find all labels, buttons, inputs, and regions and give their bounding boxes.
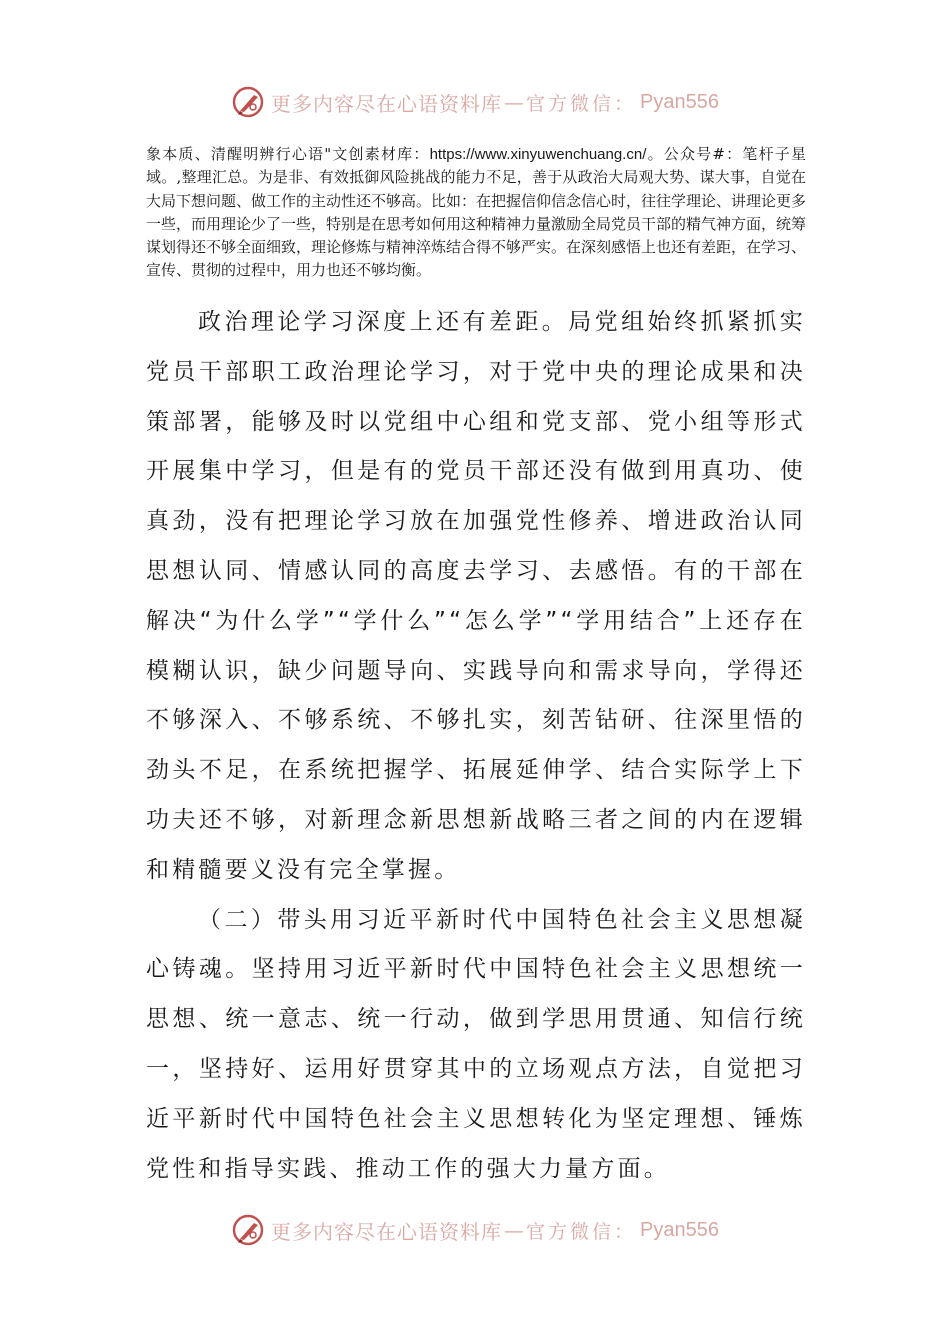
footer-watermark-banner	[0, 1210, 950, 1250]
banner-wechat-id: Pyan556	[640, 90, 719, 113]
intro-text-part1: 象本质、清醒明辨行心语"文创素材库：	[146, 145, 430, 163]
banner-separator: —	[504, 90, 524, 114]
banner-label: 官方微信：	[526, 1220, 637, 1243]
banner-text: 更多内容尽在心语资料库	[271, 1219, 502, 1244]
banner-separator: —	[504, 1218, 524, 1242]
document-body	[146, 298, 806, 1194]
banner-text: 更多内容尽在心语资料库	[271, 91, 502, 116]
header-watermark-banner	[0, 82, 950, 122]
intro-text-part2: 。公众号#：笔杆子星域。,整理汇总。为是非、有效抵御风险挑战的能力不足，善于从政治大局观大势、谋大事，自觉在大局下想问题、做工作的主动性还不够高。比如：在把握信仰信念信心时，往往学理论、讲理论更多一些，而用理论少了一些，特别是在思考如何用这种精神力量激励全局党员干部的精气神方面，统筹谋划得还不够全面细致，理论修炼与精神淬炼结合得不够严实。在深刻感悟上也还有差距，在学习、宣传、贯彻的过程中，用力也还不够均衡。	[146, 145, 807, 280]
quill-seal-logo-icon	[231, 1213, 265, 1247]
quill-seal-logo-icon	[231, 85, 265, 119]
banner-wechat-id: Pyan556	[640, 1218, 719, 1241]
source-url-link[interactable]: https://www.xinyuwenchuang.cn/	[429, 146, 647, 163]
intro-paragraph	[146, 143, 806, 283]
body-paragraph-2: （二）带头用习近平新时代中国特色社会主义思想凝心铸魂。坚持用习近平新时代中国特色社会主义思想统一思想、统一意志、统一行动，做到学思用贯通、知信行统一，坚持好、运用好贯穿其中的立场观点方法，自觉把习近平新时代中国特色社会主义思想转化为坚定理想、锤炼党性和指导实践、推动工作的强大力量方面。	[146, 906, 806, 1182]
body-paragraph-1: 政治理论学习深度上还有差距。局党组始终抓紧抓实党员干部职工政治理论学习，对于党中央的理论成果和决策部署，能够及时以党组中心组和党支部、党小组等形式开展集中学习，但是有的党员干部还没有做到用真功、使真劲，没有把理论学习放在加强党性修养、增进政治认同思想认同、情感认同的高度去学习、去感悟。有的干部在解决“为什么学”“学什么”“怎么学”“学用结合”上还存在模糊认识，缺少问题导向、实践导向和需求导向，学得还不够深入、不够系统、不够扎实，刻苦钻研、往深里悟的劲头不足，在系统把握学、拓展延伸学、结合实际学上下功夫还不够，对新理念新思想新战略三者之间的内在逻辑和精髓要义没有完全掌握。	[146, 309, 806, 883]
banner-label: 官方微信：	[526, 92, 637, 115]
